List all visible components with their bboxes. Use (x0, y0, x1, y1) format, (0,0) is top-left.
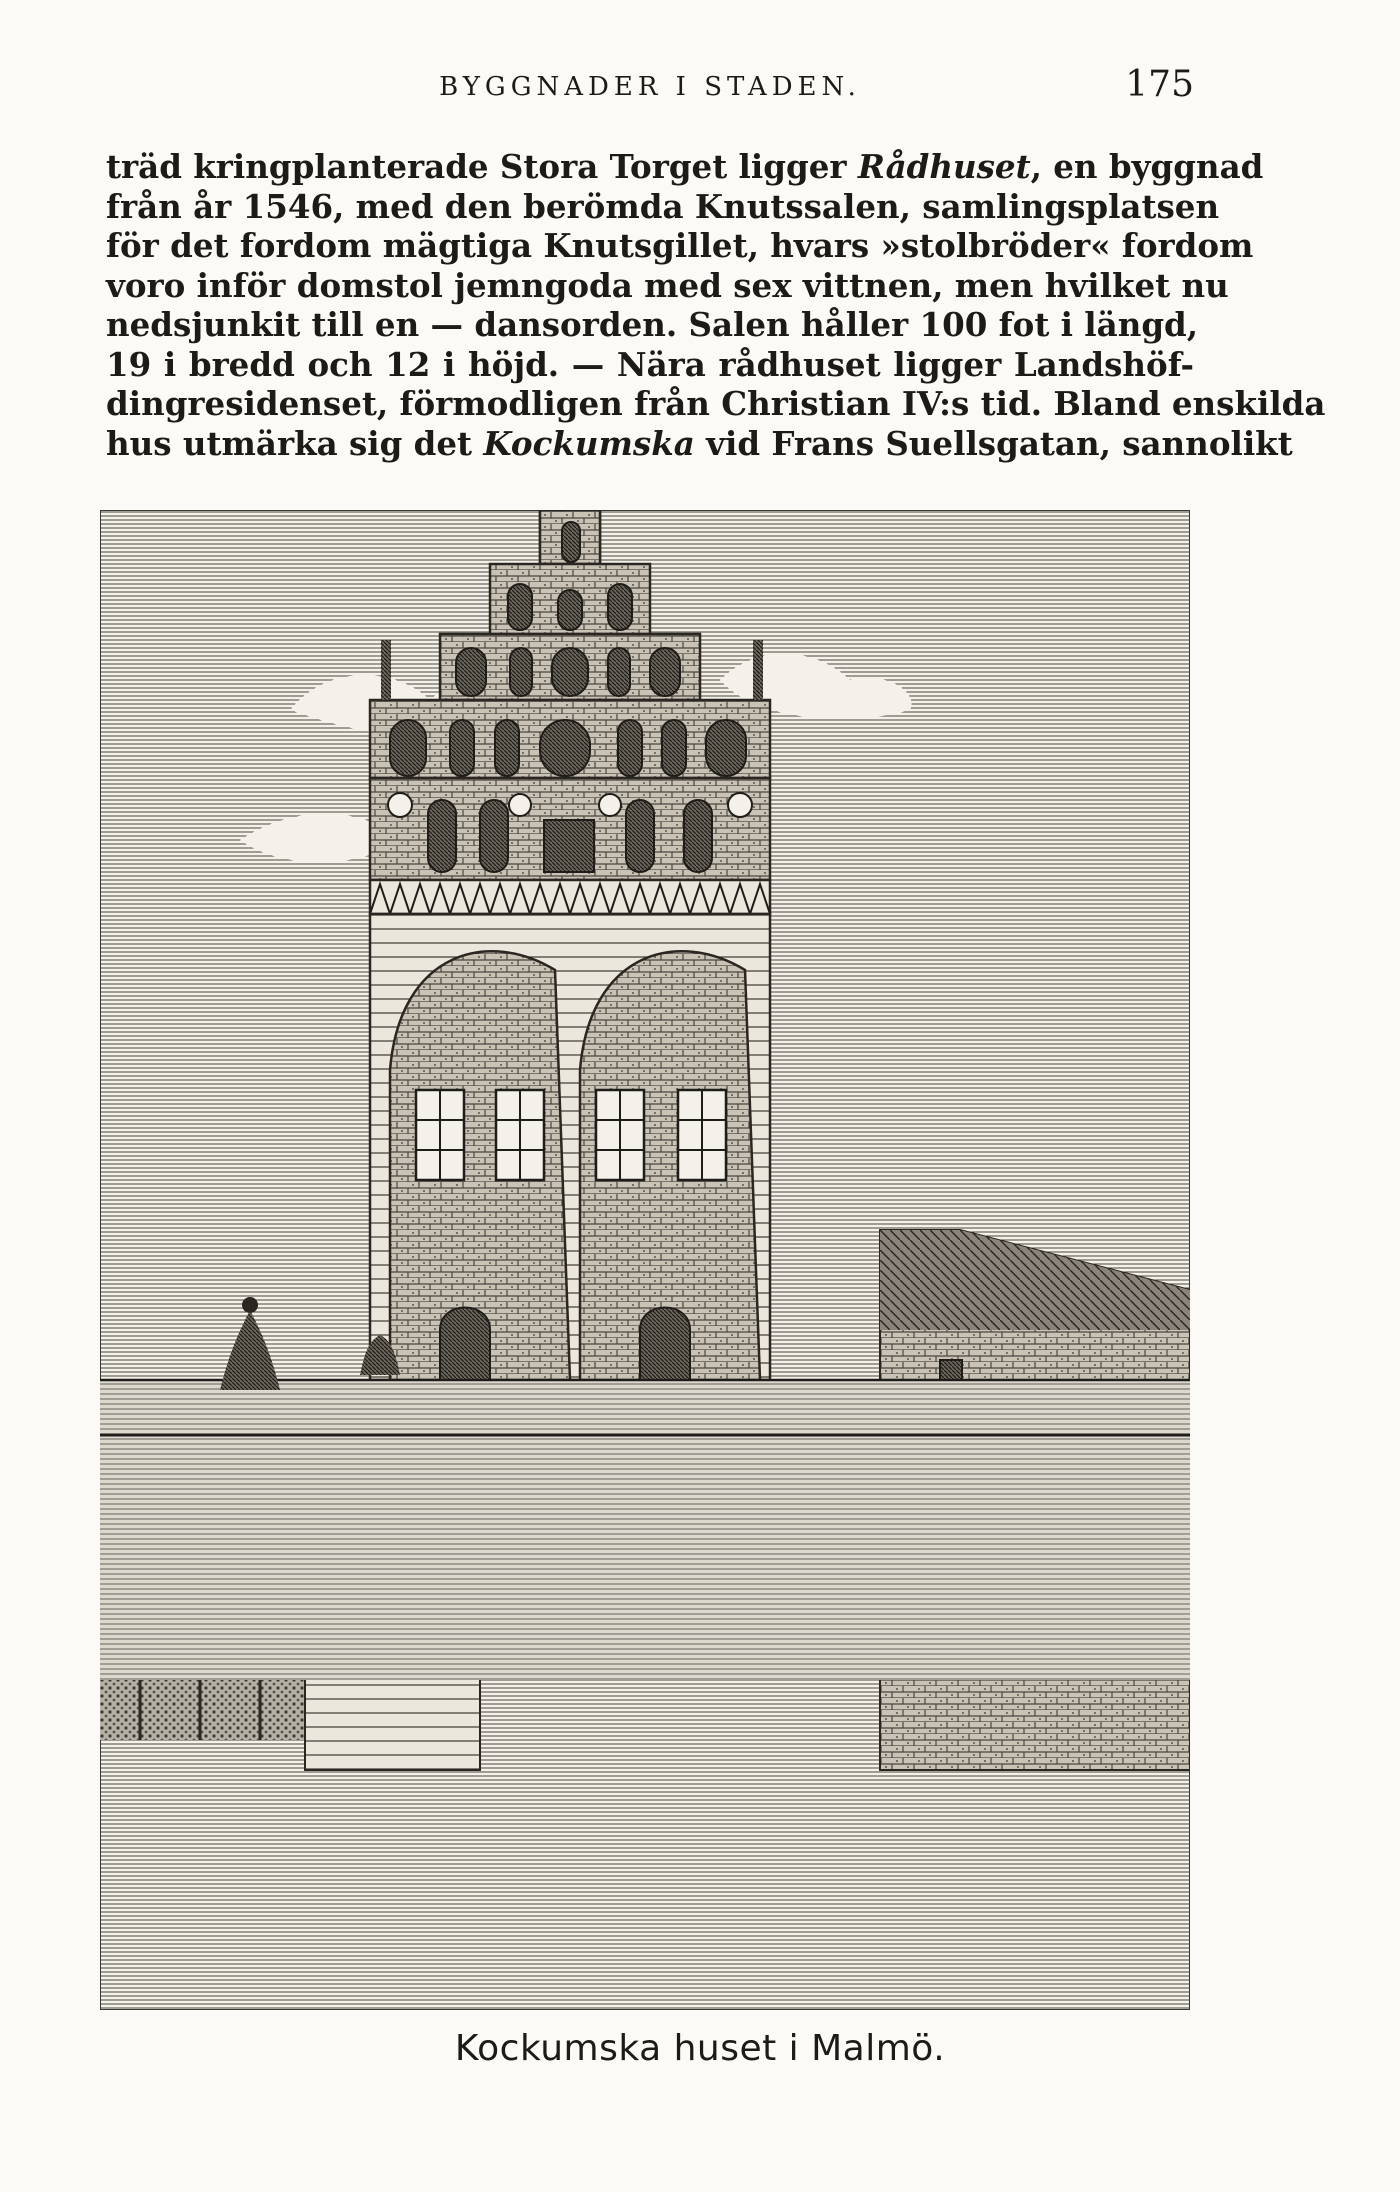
page-header (106, 64, 1194, 112)
italic-term: Rådhuset (857, 147, 1031, 186)
running-head: BYGGNADER I STADEN. (439, 72, 861, 102)
text-line (106, 305, 1199, 345)
text-line (106, 423, 1293, 464)
text-line (106, 384, 1326, 424)
text-line (106, 226, 1254, 266)
text-run: för det fordom mägtiga Knutsgillet, hvars »stolbröder« fordom (106, 226, 1254, 265)
text-run: vid Frans Suellsgatan, sannolikt (694, 423, 1293, 463)
text-line (106, 147, 1264, 187)
text-run: 19 i bredd och 12 i höjd. — Nära rådhuset ligger Landshöf- (106, 344, 1194, 384)
text-run: , en byggnad (1030, 147, 1264, 186)
body-paragraph (106, 147, 1326, 463)
engraving-illustration (100, 510, 1190, 2010)
text-run: voro inför domstol jemngoda med sex vittnen, men hvilket nu (106, 265, 1229, 305)
text-line (106, 186, 1220, 227)
page-number: 175 (1125, 64, 1194, 105)
figure-caption: Kockumska huset i Malmö. (454, 2028, 946, 2069)
text-run: nedsjunkit till en — dansorden. Salen håller 100 fot i längd, (106, 305, 1199, 344)
text-line (106, 265, 1229, 306)
text-run: hus utmärka sig det (106, 423, 484, 463)
text-run: träd kringplanterade Stora Torget ligger (106, 147, 858, 186)
text-line (106, 345, 1194, 385)
text-run: från år 1546, med den berömda Knutssalen, samlingsplatsen (106, 186, 1220, 226)
text-run: dingresidenset, förmodligen från Christian IV:s tid. Bland enskilda (106, 384, 1326, 423)
italic-term: Kockumska (483, 423, 695, 463)
